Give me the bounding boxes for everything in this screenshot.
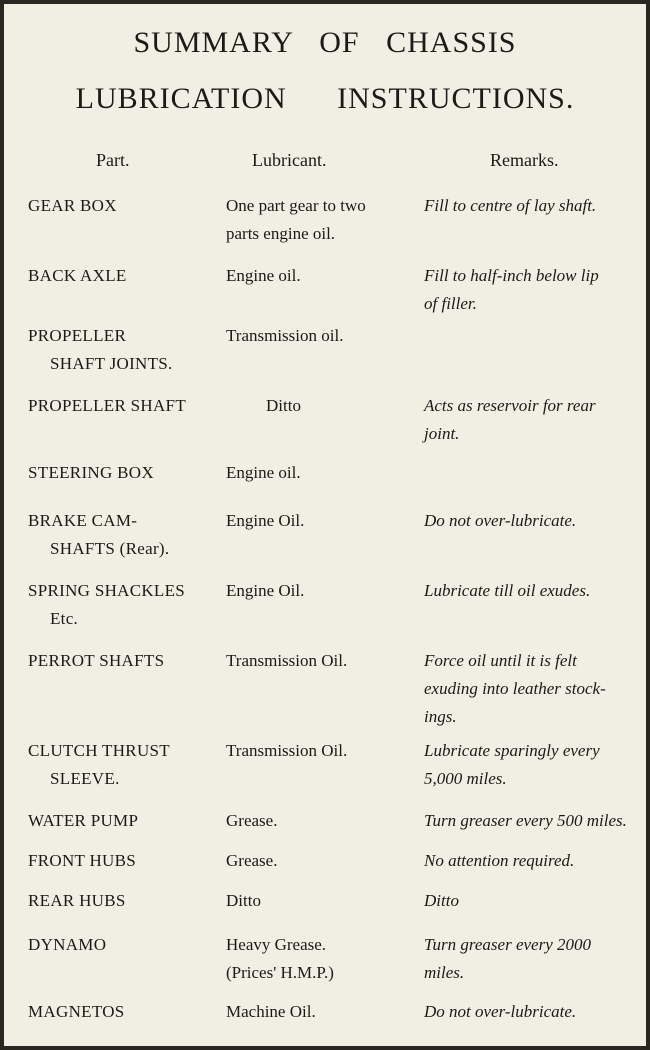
remarks-cell-line: miles. bbox=[424, 963, 465, 982]
part-cell bbox=[28, 737, 238, 793]
remarks-cell-line: Lubricate till oil exudes. bbox=[424, 581, 591, 600]
remarks-cell-line: 5,000 miles. bbox=[424, 769, 507, 788]
part-cell bbox=[28, 647, 238, 675]
remarks-cell-line: Fill to centre of lay shaft. bbox=[424, 196, 597, 215]
lubricant-cell-line: Ditto bbox=[266, 396, 301, 415]
part-cell bbox=[28, 192, 238, 220]
part-cell-line: PERROT SHAFTS bbox=[28, 651, 165, 670]
lubricant-cell bbox=[226, 931, 416, 987]
lubricant-cell bbox=[226, 192, 416, 248]
part-cell-line: GEAR BOX bbox=[28, 196, 117, 215]
column-header-remarks: Remarks. bbox=[490, 150, 559, 170]
lubricant-cell bbox=[226, 507, 416, 535]
part-cell-line: Etc. bbox=[50, 609, 79, 628]
lubricant-cell bbox=[226, 998, 416, 1026]
lubricant-cell-line: Engine oil. bbox=[226, 266, 301, 285]
lubricant-cell bbox=[226, 322, 416, 350]
remarks-cell bbox=[424, 647, 634, 731]
part-cell-line: CLUTCH THRUST bbox=[28, 741, 170, 760]
remarks-cell-line: Turn greaser every 2000 bbox=[424, 935, 591, 954]
remarks-cell-line: ings. bbox=[424, 707, 457, 726]
column-header-part: Part. bbox=[96, 150, 130, 170]
remarks-cell bbox=[424, 998, 634, 1026]
part-cell-line: WATER PUMP bbox=[28, 811, 139, 830]
lubricant-cell bbox=[226, 577, 416, 605]
remarks-cell bbox=[424, 262, 634, 318]
part-cell-line: SHAFTS (Rear). bbox=[50, 539, 170, 558]
lubricant-cell-line: Heavy Grease. bbox=[226, 935, 327, 954]
part-cell-line: BACK AXLE bbox=[28, 266, 127, 285]
remarks-cell bbox=[424, 847, 634, 875]
lubricant-cell bbox=[226, 647, 416, 675]
part-cell-line: FRONT HUBS bbox=[28, 851, 137, 870]
lubricant-cell bbox=[226, 807, 416, 835]
remarks-cell bbox=[424, 807, 634, 835]
lubricant-cell bbox=[226, 737, 416, 765]
lubricant-cell-line: Transmission oil. bbox=[226, 326, 344, 345]
remarks-cell-line: exuding into leather stock- bbox=[424, 679, 606, 698]
lubricant-cell-line: Machine Oil. bbox=[226, 1002, 316, 1021]
remarks-cell bbox=[424, 192, 634, 220]
remarks-cell bbox=[424, 737, 634, 793]
lubricant-cell-line: Grease. bbox=[226, 851, 278, 870]
part-cell-line: SPRING SHACKLES bbox=[28, 581, 186, 600]
part-cell bbox=[28, 998, 238, 1026]
column-header-lubricant: Lubricant. bbox=[252, 150, 327, 170]
part-cell-line: PROPELLER bbox=[28, 326, 127, 345]
part-cell-line: STEERING BOX bbox=[28, 463, 154, 482]
part-cell bbox=[28, 847, 238, 875]
part-cell bbox=[28, 577, 238, 633]
part-cell bbox=[28, 507, 238, 563]
lubricant-cell-line: Transmission Oil. bbox=[226, 741, 348, 760]
part-cell bbox=[28, 887, 238, 915]
part-cell-line: SLEEVE. bbox=[50, 769, 120, 788]
lubricant-cell-line: Engine oil. bbox=[226, 463, 301, 482]
remarks-cell-line: No attention required. bbox=[424, 851, 575, 870]
remarks-cell-line: Lubricate sparingly every bbox=[424, 741, 600, 760]
remarks-cell-line: Force oil until it is felt bbox=[424, 651, 577, 670]
part-cell bbox=[28, 392, 238, 420]
lubricant-cell bbox=[226, 262, 416, 290]
remarks-cell bbox=[424, 887, 634, 915]
document-page bbox=[4, 4, 646, 1046]
part-cell bbox=[28, 322, 238, 378]
part-cell-line: BRAKE CAM- bbox=[28, 511, 138, 530]
remarks-cell-line: Ditto bbox=[424, 891, 459, 910]
remarks-cell-line: Do not over-lubricate. bbox=[424, 1002, 577, 1021]
lubricant-cell bbox=[226, 459, 416, 487]
part-cell bbox=[28, 807, 238, 835]
lubricant-cell-line: Transmission Oil. bbox=[226, 651, 348, 670]
lubricant-cell-line: Grease. bbox=[226, 811, 278, 830]
part-cell bbox=[28, 459, 238, 487]
lubricant-cell-line: (Prices' H.M.P.) bbox=[226, 963, 334, 982]
remarks-cell bbox=[424, 392, 634, 448]
remarks-cell bbox=[424, 577, 634, 605]
lubricant-cell bbox=[226, 887, 416, 915]
page-title-line-1: SUMMARY OF CHASSIS bbox=[133, 26, 517, 59]
remarks-cell bbox=[424, 931, 634, 987]
part-cell-line: DYNAMO bbox=[28, 935, 107, 954]
lubricant-cell bbox=[226, 847, 416, 875]
part-cell-line: MAGNETOS bbox=[28, 1002, 125, 1021]
lubricant-cell-line: parts engine oil. bbox=[226, 224, 336, 243]
lubricant-cell-line: Engine Oil. bbox=[226, 581, 305, 600]
remarks-cell-line: joint. bbox=[424, 424, 460, 443]
part-cell-line: REAR HUBS bbox=[28, 891, 126, 910]
remarks-cell-line: Acts as reservoir for rear bbox=[424, 396, 596, 415]
lubricant-cell-line: One part gear to two bbox=[226, 196, 366, 215]
lubricant-cell-line: Ditto bbox=[226, 891, 261, 910]
remarks-cell-line: of filler. bbox=[424, 294, 477, 313]
page-title-line-2: LUBRICATION INSTRUCTIONS. bbox=[75, 82, 575, 115]
lubricant-cell-line: Engine Oil. bbox=[226, 511, 305, 530]
remarks-cell-line: Fill to half-inch below lip bbox=[424, 266, 599, 285]
part-cell-line: PROPELLER SHAFT bbox=[28, 396, 186, 415]
part-cell-line: SHAFT JOINTS. bbox=[50, 354, 173, 373]
remarks-cell bbox=[424, 507, 634, 535]
part-cell bbox=[28, 262, 238, 290]
remarks-cell-line: Turn greaser every 500 miles. bbox=[424, 811, 627, 830]
remarks-cell-line: Do not over-lubricate. bbox=[424, 511, 577, 530]
part-cell bbox=[28, 931, 238, 959]
